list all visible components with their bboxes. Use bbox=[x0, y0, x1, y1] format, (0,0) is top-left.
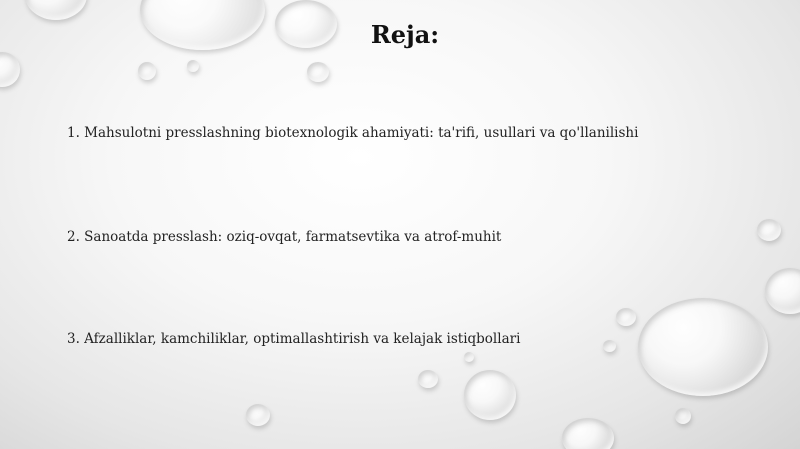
water-drop-decoration bbox=[638, 298, 768, 396]
water-drop-decoration bbox=[464, 370, 516, 420]
water-drop-decoration bbox=[187, 60, 199, 72]
water-drop-decoration bbox=[562, 418, 614, 449]
plan-item-2: 2. Sanoatda presslash: oziq-ovqat, farmatsevtika va atrof-muhit bbox=[67, 229, 502, 245]
plan-item-3: 3. Afzalliklar, kamchiliklar, optimallashtirish va kelajak istiqbollari bbox=[67, 331, 521, 347]
water-drop-decoration bbox=[765, 268, 800, 314]
water-drop-decoration bbox=[138, 62, 156, 80]
water-drop-decoration bbox=[603, 340, 616, 352]
water-drop-decoration bbox=[25, 0, 87, 20]
water-drop-decoration bbox=[246, 404, 270, 426]
water-drop-decoration bbox=[418, 370, 438, 388]
slide-title: Reja: bbox=[370, 20, 440, 49]
water-drop-decoration bbox=[464, 352, 474, 362]
water-drop-decoration bbox=[675, 408, 691, 424]
plan-item-1: 1. Mahsulotni presslashning biotexnologik ahamiyati: ta'rifi, usullari va qo'llanilishi bbox=[67, 125, 639, 141]
water-drop-decoration bbox=[757, 219, 781, 241]
water-drop-decoration bbox=[307, 62, 329, 82]
water-drop-decoration bbox=[0, 52, 20, 87]
water-drop-decoration bbox=[616, 308, 636, 326]
